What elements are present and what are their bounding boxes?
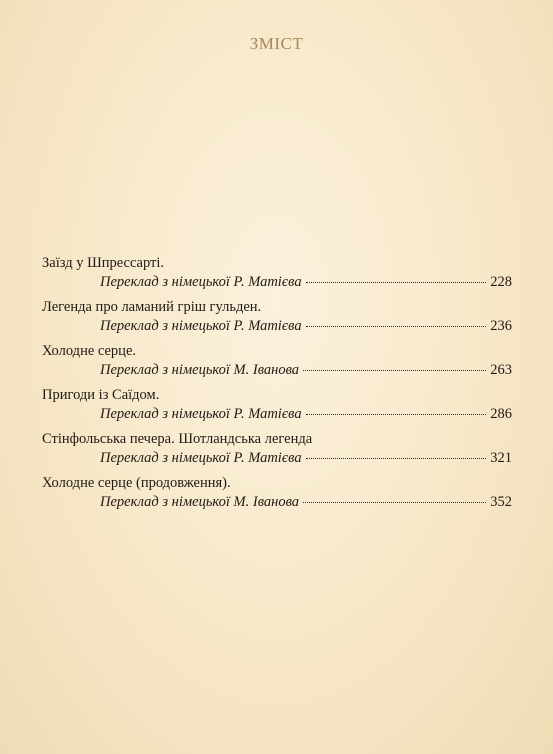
toc-entry bbox=[42, 254, 512, 292]
toc-entry-title: Заїзд у Шпрессарті. bbox=[42, 255, 165, 271]
toc-entry bbox=[42, 474, 512, 512]
toc-entry bbox=[42, 430, 512, 468]
toc-entry-line bbox=[42, 273, 512, 292]
dot-leader bbox=[303, 501, 486, 503]
toc-entry-translator: Переклад з німецької Р. Матієва bbox=[100, 318, 302, 334]
page-title: ЗМІСТ bbox=[249, 34, 304, 53]
toc-entry-translator: Переклад з німецької Р. Матієва bbox=[100, 450, 302, 466]
toc-entry-line bbox=[42, 405, 512, 424]
dot-leader bbox=[306, 413, 487, 415]
toc-entry bbox=[42, 386, 512, 424]
toc-entry-page: 236 bbox=[490, 318, 512, 334]
toc-entry-title: Легенда про ламаний гріш гульден. bbox=[42, 299, 262, 315]
toc-entry-translator: Переклад з німецької М. Іванова bbox=[100, 362, 300, 378]
toc-entry-title: Холодне серце. bbox=[42, 343, 137, 359]
toc-entry-page: 286 bbox=[490, 406, 512, 422]
toc-entry-title: Пригоди із Саїдом. bbox=[42, 387, 160, 403]
toc-entry-translator: Переклад з німецької Р. Матієва bbox=[100, 274, 302, 290]
toc-entry-translator: Переклад з німецької М. Іванова bbox=[100, 494, 300, 510]
toc-entry-page: 321 bbox=[490, 450, 512, 466]
dot-leader bbox=[306, 457, 487, 459]
toc-entry-translator: Переклад з німецької Р. Матієва bbox=[100, 406, 302, 422]
toc-entry-line bbox=[42, 317, 512, 336]
toc-entry bbox=[42, 298, 512, 336]
toc-entry-page: 263 bbox=[490, 362, 512, 378]
dot-leader bbox=[306, 325, 487, 327]
toc-entry bbox=[42, 342, 512, 380]
toc-entry-page: 352 bbox=[490, 494, 512, 510]
toc-entry-line bbox=[42, 361, 512, 380]
toc-entry-title: Стінфольська печера. Шотландська легенда bbox=[42, 431, 313, 447]
toc-entry-line bbox=[42, 449, 512, 468]
toc-entry-line bbox=[42, 493, 512, 512]
dot-leader bbox=[303, 369, 486, 371]
dot-leader bbox=[306, 281, 487, 283]
toc-entry-page: 228 bbox=[490, 274, 512, 290]
toc-entry-title: Холодне серце (продовження). bbox=[42, 475, 231, 491]
table-of-contents bbox=[42, 254, 512, 518]
